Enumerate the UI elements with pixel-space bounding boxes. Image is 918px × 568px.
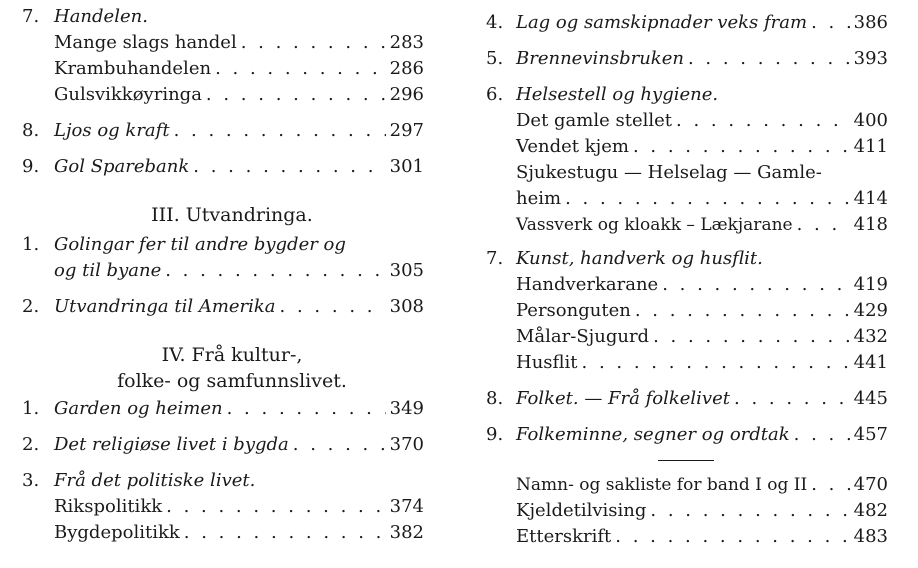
dot-leader [165,258,385,284]
toc-entry-page: 429 [853,300,888,321]
toc-entry [516,186,888,212]
toc-entry-page: 386 [853,12,888,33]
toc-entry-page: 349 [389,398,424,419]
section-number: 5. [486,48,504,69]
section-number: 9. [22,156,40,177]
section-number: 7. [22,6,40,27]
dot-leader [688,46,850,72]
toc-entry-label: Sjukestugu — Helselag — Gamle- [516,162,822,183]
toc-entry-label: Vendet kjem [516,136,629,157]
toc-entry-label: Kjeldetilvising [516,500,647,521]
section-number: 2. [22,434,40,455]
toc-entry [54,396,424,422]
dot-leader [184,520,386,546]
toc-entry-label: og til byane [54,260,162,281]
section-number: 8. [486,388,504,409]
toc-entry-page: 370 [389,434,424,455]
section-number: 3. [22,470,40,491]
toc-entry-label: Bygdepolitikk [54,522,180,543]
toc-entry [54,118,424,144]
toc-entry-label: heim [516,188,562,209]
toc-entry-label: Folket. — Frå folkelivet [516,388,730,409]
toc-entry-page: 441 [853,352,888,373]
dot-leader [676,108,850,134]
toc-entry-label: Lag og samskipnader veks fram [516,12,808,33]
toc-entry-page: 432 [853,326,888,347]
dot-leader [615,524,849,550]
dot-leader [206,82,386,108]
toc-entry-label: Utvandringa til Amerika [54,296,276,317]
toc-entry-line [54,232,424,258]
section-number: 6. [486,84,504,105]
toc-entry [516,324,888,350]
section-heading [516,246,888,272]
toc-entry [516,422,888,448]
toc-entry-label: Målar-Sjugurd [516,326,650,347]
dot-leader [241,30,386,56]
section-title: Handelen. [54,6,148,27]
toc-entry [516,298,888,324]
toc-entry-label: Husflit [516,352,578,373]
section-number: 1. [22,234,40,255]
toc-entry-page: 308 [389,296,424,317]
toc-entry-label: Mange slags handel [54,32,237,53]
toc-entry-page: 419 [853,274,888,295]
toc-entry [54,432,424,458]
toc-entry-label: Rikspolitikk [54,496,163,517]
dot-leader [653,324,850,350]
toc-entry-page: 445 [853,388,888,409]
toc-entry-label: Krambuhandelen [54,58,212,79]
toc-entry-page: 393 [853,48,888,69]
toc-entry-label: Personguten [516,300,631,321]
dot-leader [734,386,850,412]
dot-leader [633,134,850,160]
dot-leader [662,272,849,298]
dot-leader [193,154,385,180]
toc-entry [54,294,424,320]
dot-leader [215,56,386,82]
toc-entry [54,520,424,546]
section-number: 4. [486,12,504,33]
section-divider [658,460,714,461]
dot-leader [635,298,850,324]
toc-entry-label: Garden og heimen [54,398,223,419]
toc-entry [516,524,888,550]
section-number: 1. [22,398,40,419]
toc-entry-page: 286 [389,58,424,79]
toc-entry-page: 411 [853,136,888,157]
toc-entry [516,10,888,36]
section-number: 2. [22,296,40,317]
toc-entry [516,108,888,134]
toc-entry-page: 483 [853,526,888,547]
section-heading [516,82,888,108]
part-heading-line2: folke- og samfunnslivet. [117,370,347,392]
section-number: 7. [486,248,504,269]
dot-leader [565,186,850,212]
toc-entry [54,30,424,56]
toc-entry [54,82,424,108]
toc-entry [54,258,424,284]
part-heading: III. Utvandringa. [151,204,313,226]
toc-entry-label: Etterskrift [516,526,612,547]
toc-entry-page: 382 [389,522,424,543]
toc-entry-label: Golingar fer til andre bygder og [54,234,346,255]
toc-entry-page: 482 [853,500,888,521]
toc-entry-page: 400 [853,110,888,131]
toc-entry-page: 470 [853,474,888,495]
toc-entry-page: 418 [853,214,888,235]
dot-leader [811,472,849,498]
section-title: Helsestell og hygiene. [516,84,719,105]
section-title: Frå det politiske livet. [54,470,256,491]
section-heading [54,4,424,30]
toc-entry-page: 296 [389,84,424,105]
toc-entry-label: Folkeminne, segner og ordtak [516,424,790,445]
dot-leader [293,432,386,458]
dot-leader [650,498,849,524]
toc-entry-label: Vassverk og kloakk – Lækjarane [516,215,793,235]
dot-leader [174,118,386,144]
dot-leader [811,10,850,36]
toc-entry-page: 374 [389,496,424,517]
toc-entry [516,350,888,376]
toc-entry-page: 297 [389,120,424,141]
toc-entry [516,472,888,498]
toc-entry [516,498,888,524]
toc-entry-line [516,160,888,186]
section-number: 8. [22,120,40,141]
toc-entry-label: Det religiøse livet i bygda [54,434,289,455]
toc-entry-page: 414 [853,188,888,209]
dot-leader [797,212,850,238]
toc-entry-label: Handverkarane [516,274,659,295]
toc-entry-label: Gol Sparebank [54,156,190,177]
toc-entry-label: Namn- og sakliste for band I og II [516,475,808,495]
toc-entry-page: 457 [853,424,888,445]
section-number: 9. [486,424,504,445]
toc-entry-page: 305 [389,260,424,281]
toc-entry [54,494,424,520]
dot-leader [227,396,386,422]
section-heading [54,468,424,494]
toc-entry [54,56,424,82]
toc-entry-label: Ljos og kraft [54,120,170,141]
dot-leader [794,422,850,448]
toc-entry-label: Brennevinsbruken [516,48,684,69]
dot-leader [166,494,386,520]
toc-entry [516,46,888,72]
toc-entry-label: Det gamle stellet [516,110,673,131]
toc-entry [516,134,888,160]
dot-leader [280,294,386,320]
toc-entry [516,386,888,412]
toc-entry [516,272,888,298]
toc-entry-label: Gulsvikkøyringa [54,84,202,105]
toc-entry [516,212,888,238]
section-title: Kunst, handverk og husflit. [516,248,763,269]
toc-entry [54,154,424,180]
dot-leader [582,350,850,376]
toc-entry-page: 301 [389,156,424,177]
part-heading: IV. Frå kultur-, [161,344,303,366]
toc-entry-page: 283 [389,32,424,53]
